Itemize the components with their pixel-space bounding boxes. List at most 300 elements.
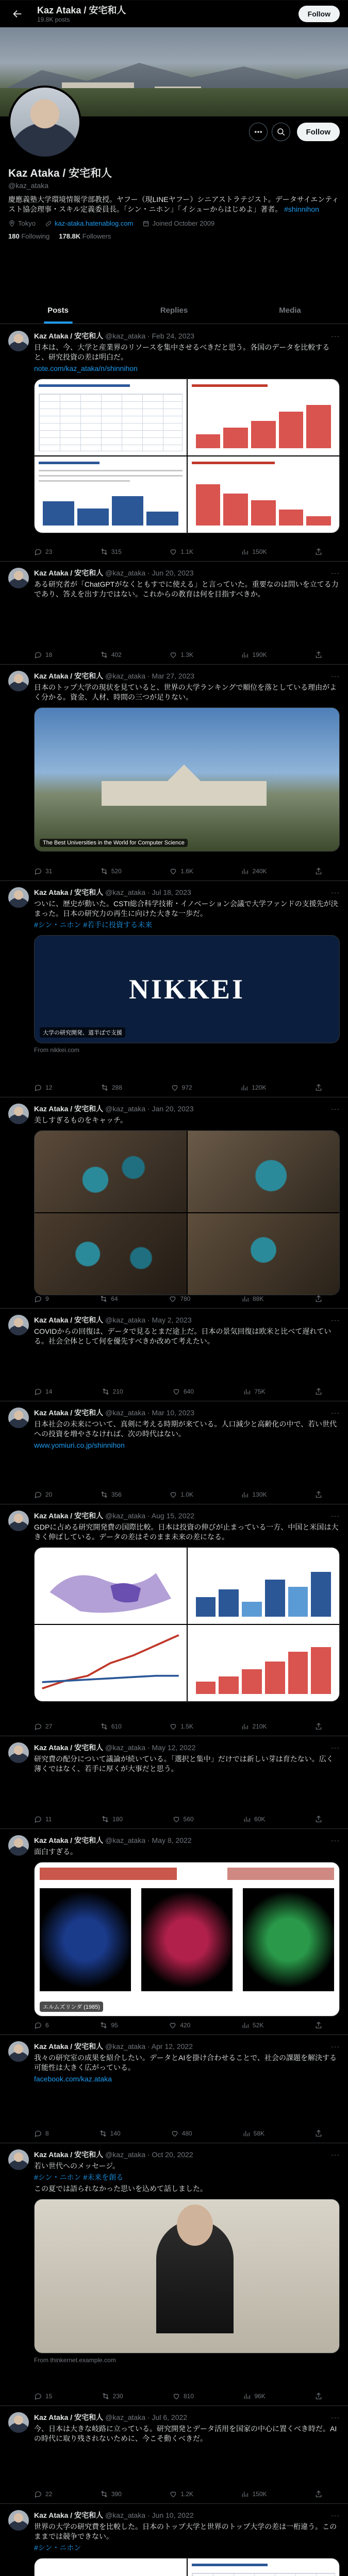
media-image[interactable] [35,1548,187,1624]
like-button[interactable] [169,2490,193,2498]
post-more-icon[interactable]: ··· [331,2413,340,2421]
reply-count: 8 [45,2130,49,2137]
reply-icon [34,1722,42,1731]
post-handle-date: @kaz_ataka · Jun 10, 2022 [105,2511,194,2519]
repost-button[interactable] [100,1295,118,1303]
share-button[interactable] [314,651,323,659]
share-button[interactable] [314,1815,323,1823]
followers-stat[interactable] [59,232,111,240]
tab-posts[interactable]: Posts [0,297,116,324]
post[interactable] [0,881,348,1097]
post[interactable] [0,2504,348,2576]
profile-location [8,219,36,227]
share-button[interactable] [314,1295,323,1303]
university-building [102,765,267,806]
share-button[interactable] [314,2490,323,2498]
views-button[interactable] [243,1815,265,1823]
post[interactable] [0,665,348,881]
post-author-name[interactable]: Kaz Ataka / 安宅和人 [34,1743,104,1752]
like-button[interactable] [171,1083,192,1092]
reply-button[interactable] [34,2392,52,2400]
media-image[interactable] [188,1625,340,1701]
post-author-name[interactable]: Kaz Ataka / 安宅和人 [34,1836,104,1844]
repost-button[interactable] [100,2021,118,2029]
reply-icon [34,2392,42,2400]
views-button[interactable] [241,548,267,556]
like-button[interactable] [169,651,193,659]
share-icon [314,2021,323,2029]
profile-bio [8,195,340,214]
reply-button[interactable] [34,1490,52,1499]
follow-button[interactable]: Follow [297,123,340,141]
post-author-name[interactable]: Kaz Ataka / 安宅和人 [34,2413,104,2421]
image-heading [227,1868,334,1880]
post-text: 今、日本は大きな岐路に立っている。研究開発とデータ活用を国家の中心に置くべき時だ。AIの時代に取り残されないために、今こそ動くべきだ。 [34,2425,337,2443]
repost-button[interactable] [100,1490,122,1499]
post-author-name[interactable]: Kaz Ataka / 安宅和人 [34,2150,104,2159]
media-image[interactable] [188,456,340,533]
repost-button[interactable] [100,548,122,556]
post[interactable] [0,325,348,562]
post-more-icon[interactable]: ··· [331,2150,340,2159]
post[interactable] [0,1401,348,1504]
view-count: 120K [252,1084,267,1091]
like-button[interactable] [172,1387,194,1396]
like-count: 420 [180,2022,191,2029]
post-header [34,1511,340,1521]
media-image[interactable] [35,1213,187,1295]
post-media[interactable] [34,1547,340,1702]
post-author-name[interactable]: Kaz Ataka / 安宅和人 [34,2511,104,2519]
image-panel [40,1888,131,1991]
post-actions [34,2021,323,2029]
post-media[interactable] [34,2558,340,2576]
reply-count: 14 [45,1388,53,1395]
like-count: 780 [180,1295,191,1302]
post[interactable] [0,2406,348,2504]
media-image[interactable] [188,1213,340,1295]
post-avatar[interactable] [8,2412,29,2433]
share-icon [314,1815,323,1823]
post-header [34,2041,340,2052]
heart-icon [169,548,177,556]
heart-icon [172,1387,180,1396]
post-author-name[interactable]: Kaz Ataka / 安宅和人 [34,332,104,340]
post-actions [34,548,323,556]
share-button[interactable] [314,1722,323,1731]
views-icon [242,2129,251,2138]
post-hashtags[interactable]: #シン・ニホン [34,2544,81,2552]
post-author-name[interactable]: Kaz Ataka / 安宅和人 [34,2042,104,2050]
views-icon [243,1387,251,1396]
post-text: 我々の研究室の成果を紹介したい。データとAIを掛け合わせることで、社会の課題を解決する可能性は大きく広がっている。 [34,2054,337,2072]
post-header [34,2510,340,2520]
post-more-icon[interactable]: ··· [331,1409,340,1417]
link-source[interactable]: From thinkernet.example.com [34,2357,116,2364]
search-profile-button[interactable] [272,123,290,141]
repost-button[interactable] [102,1387,123,1396]
media-image[interactable] [35,456,187,533]
heart-icon [169,651,177,659]
post-avatar[interactable] [8,1408,29,1428]
post-header [34,568,340,578]
doc-bar-chart [196,402,332,448]
reply-button[interactable] [34,2129,49,2138]
repost-icon [100,867,108,875]
reply-count: 15 [45,2393,53,2400]
share-button[interactable] [314,2129,323,2138]
post-more-icon[interactable]: ··· [331,1316,340,1324]
repost-count: 210 [112,1388,123,1395]
reply-button[interactable] [34,1815,52,1823]
post-link[interactable]: facebook.com/kaz.ataka [34,2075,112,2083]
media-image[interactable] [35,1131,187,1212]
heart-icon [169,867,177,875]
like-count: 810 [183,2393,194,2400]
heart-icon [169,2490,177,2498]
post-hashtags[interactable]: #シン・ニホン #未来を創る [34,2173,124,2181]
post-author-name[interactable]: Kaz Ataka / 安宅和人 [34,888,104,896]
doc-table [192,2573,336,2576]
doc-line [39,470,183,471]
post-handle-date: @kaz_ataka · Aug 15, 2022 [105,1512,195,1520]
repost-button[interactable] [99,2129,121,2138]
like-count: 1.0K [180,1491,194,1498]
post-author-name[interactable]: Kaz Ataka / 安宅和人 [34,1512,104,1520]
post-media[interactable] [34,707,340,852]
post-handle-date: @kaz_ataka · Mar 10, 2023 [105,1409,195,1417]
profile-info [8,165,340,240]
like-count: 1.3K [180,651,194,658]
like-button[interactable] [171,2129,192,2138]
reply-button[interactable] [34,651,52,659]
like-button[interactable] [169,548,193,556]
media-image[interactable] [35,1625,187,1701]
reply-button[interactable] [34,1083,52,1092]
post-avatar[interactable] [8,1104,29,1124]
repost-button[interactable] [101,1083,122,1092]
post-text: 日本社会の未来について、真剣に考える時期が来ている。人口減少と高齢化の中で、若い世代への投資を増やさなければ、次の時代はない。 [34,1420,337,1438]
repost-icon [100,548,108,556]
post-avatar[interactable] [8,2149,29,2170]
views-button[interactable] [241,867,267,875]
share-button[interactable] [314,2021,323,2029]
back-button[interactable] [8,5,26,23]
like-count: 972 [181,1084,192,1091]
post-author-name[interactable]: Kaz Ataka / 安宅和人 [34,1105,104,1113]
view-count: 130K [252,1491,267,1498]
post-handle-date: @kaz_ataka · Apr 12, 2022 [105,2042,193,2050]
post[interactable] [0,1829,348,2035]
media-image[interactable] [188,1548,340,1624]
like-button[interactable] [169,1295,190,1303]
reply-icon [34,2021,42,2029]
post-header [34,1104,340,1114]
view-count: 96K [254,2393,266,2400]
views-button[interactable] [241,2490,267,2498]
reply-icon [34,651,42,659]
post-more-icon[interactable]: ··· [331,1836,340,1844]
media-image[interactable] [188,1131,340,1212]
media-image[interactable] [35,2558,187,2576]
doc-bar-chart [43,2574,178,2576]
post-more-icon[interactable]: ··· [331,569,340,577]
tab-media[interactable]: Media [279,306,301,315]
post-more-icon[interactable]: ··· [331,1512,340,1520]
post-author-name[interactable]: Kaz Ataka / 安宅和人 [34,672,104,680]
post-text: GDPに占める研究開発費の国際比較。日本は投資の伸びが止まっている一方、中国と米国は大きく伸ばしている。データの差はそのまま未来の差になる。 [34,1523,339,1541]
reply-count: 9 [45,1295,49,1302]
post-more-icon[interactable]: ··· [331,888,340,896]
repost-icon [102,1387,110,1396]
share-icon [314,2392,323,2400]
post-link[interactable]: www.yomiuri.co.jp/shinnihon [34,1441,125,1449]
repost-count: 95 [111,2022,118,2029]
profile-bio-hashtag[interactable]: #shinnihon [284,205,319,213]
link-card[interactable] [34,2199,340,2353]
post[interactable] [0,562,348,665]
header-follow-button[interactable]: Follow [299,6,340,22]
post-text: 日本のトップ大学の現状を見ていると、世界の大学ランキングで順位を落としている理由がよく分かる。資金、人材、時間の三つが足りない。 [34,683,337,701]
post-more-icon[interactable]: ··· [331,332,340,340]
share-button[interactable] [314,548,323,556]
tab-replies[interactable]: Replies [160,306,188,315]
post-more-icon[interactable]: ··· [331,1743,340,1752]
post[interactable] [0,1504,348,1736]
heart-icon [169,2021,177,2029]
link-card[interactable] [34,935,340,1043]
repost-icon [101,1815,109,1823]
post-more-icon[interactable]: ··· [331,2511,340,2519]
doc-table [39,394,183,451]
post-avatar[interactable] [8,1511,29,1531]
post-media[interactable] [34,1862,340,2016]
post-handle-date: @kaz_ataka · Jul 6, 2022 [105,2413,188,2421]
post-media[interactable] [34,379,340,533]
profile-website[interactable] [45,219,133,227]
post-media[interactable] [34,1130,340,1295]
profile-avatar[interactable] [8,86,81,159]
post-text: 研究費の配分について議論が続いている。「選択と集中」だけでは新しい芽は育たない。広く薄くではなく、若手に厚くが大事だと思う。 [34,1755,334,1773]
post-handle-date: @kaz_ataka · Feb 24, 2023 [105,332,195,340]
post-avatar[interactable] [8,1315,29,1335]
post[interactable] [0,1309,348,1401]
reply-button[interactable] [34,2490,52,2498]
doc-bar-chart [196,1567,332,1617]
views-button[interactable] [243,1387,265,1396]
reply-button[interactable] [34,1722,52,1731]
post-link[interactable]: note.com/kaz_ataka/n/shinnihon [34,364,138,372]
more-options-button[interactable] [249,123,268,141]
post-avatar[interactable] [8,887,29,908]
post-hashtags[interactable]: #シン・ニホン #若手に投資する未来 [34,921,153,929]
views-icon [241,651,249,659]
media-image[interactable] [188,379,340,455]
share-button[interactable] [314,867,323,875]
post[interactable] [0,1736,348,1829]
repost-icon [102,2392,110,2400]
reply-count: 12 [45,1084,53,1091]
repost-count: 180 [112,1816,123,1823]
doc-bar-chart [196,480,332,526]
post-author-name[interactable]: Kaz Ataka / 安宅和人 [34,1316,104,1324]
post-actions [34,1295,323,1303]
repost-button[interactable] [100,651,122,659]
reply-button[interactable] [34,867,52,875]
post-avatar[interactable] [8,1835,29,1856]
like-button[interactable] [172,2392,194,2400]
post-avatar[interactable] [8,2510,29,2531]
post-header [34,2412,340,2422]
reply-count: 22 [45,2490,53,2498]
repost-count: 520 [111,868,122,875]
reply-icon [34,1815,42,1823]
repost-icon [100,1295,108,1303]
views-button[interactable] [240,1083,266,1092]
profile-website-text[interactable]: kaz-ataka.hatenablog.com [54,219,134,227]
post-actions [34,2392,323,2400]
doc-heading [192,384,268,387]
repost-icon [100,2490,108,2498]
post-text: 若い世代へのメッセージ。 [34,2162,120,2170]
view-count: 190K [252,651,267,658]
like-button[interactable] [169,867,193,875]
reply-count: 6 [45,2022,49,2029]
post-actions [34,1722,323,1731]
repost-icon [100,2021,108,2029]
profile-bio-text: 慶應義塾大学環境情報学部教授。ヤフー（現LINEヤフー）シニアストラテジスト。データサイエンティスト協会理事・スキル定義委員長。「シン・ニホン」「イシューからはじめよ」著者。 [8,195,339,213]
post-header [34,2149,340,2160]
views-button[interactable] [241,651,267,659]
reply-button[interactable] [34,548,52,556]
like-button[interactable] [169,1490,193,1499]
profile-joined-text: Joined October 2009 [152,219,215,227]
post-handle-date: @kaz_ataka · May 12, 2022 [105,1743,196,1752]
profile-location-text: Tokyo [18,219,36,227]
top-bar [0,0,348,27]
post-actions [34,867,323,875]
like-count: 1.5K [180,1723,194,1730]
post-header [34,1742,340,1753]
post[interactable] [0,1097,348,1309]
share-icon [314,651,323,659]
link-source[interactable]: From nikkei.com [34,1046,80,1054]
post[interactable] [0,2035,348,2143]
reply-count: 23 [45,548,53,555]
like-button[interactable] [172,1815,194,1823]
repost-button[interactable] [102,2392,123,2400]
reply-button[interactable] [34,2021,49,2029]
views-icon [243,1815,251,1823]
repost-count: 610 [111,1723,122,1730]
view-count: 88K [253,1295,264,1302]
views-button[interactable] [241,2021,263,2029]
views-button[interactable] [241,1295,263,1303]
post-actions [34,651,323,659]
header-title-block [37,5,126,23]
views-button[interactable] [242,2129,264,2138]
post-more-icon[interactable]: ··· [331,672,340,680]
share-button[interactable] [314,1490,323,1499]
post-avatar[interactable] [8,568,29,588]
post-avatar[interactable] [8,1742,29,1763]
share-button[interactable] [314,1387,323,1396]
doc-bar-chart [43,491,178,526]
post-header [34,1408,340,1418]
repost-icon [100,1490,108,1499]
views-button[interactable] [243,2392,265,2400]
repost-button[interactable] [100,1722,122,1731]
views-button[interactable] [241,1490,267,1499]
post-author-name[interactable]: Kaz Ataka / 安宅和人 [34,569,104,577]
reply-icon [34,2490,42,2498]
view-count: 210K [252,1723,267,1730]
post-more-icon[interactable]: ··· [331,1105,340,1113]
post-text: COVIDからの回復は、データで見るとまだ途上だ。日本の景気回復は欧米と比べて遅れている。社会全体として何を優先すべきか改めて考えたい。 [34,1327,332,1345]
repost-button[interactable] [100,2490,122,2498]
repost-button[interactable] [101,1815,123,1823]
view-count: 60K [254,1816,266,1823]
views-icon [241,1490,249,1499]
share-icon [314,2490,323,2498]
followers-count: 178.8K [59,232,81,240]
profile-meta [8,219,340,227]
doc-line [39,475,183,477]
reply-icon [34,1295,42,1303]
heart-icon [172,2392,180,2400]
like-count: 1.2K [180,2490,194,2498]
heart-icon [169,1490,177,1499]
view-count: 150K [252,548,267,555]
speaker-face [177,2205,213,2246]
post-handle-date: @kaz_ataka · May 2, 2023 [105,1316,192,1324]
share-icon [314,1387,323,1396]
post-avatar[interactable] [8,671,29,691]
following-label: Following [21,232,50,240]
reply-button[interactable] [34,1295,49,1303]
reply-button[interactable] [34,1387,52,1396]
repost-button[interactable] [100,867,122,875]
view-count: 52K [253,2022,264,2029]
followers-label: Followers [82,232,111,240]
share-button[interactable] [314,1083,323,1092]
share-icon [314,2129,323,2138]
media-image[interactable] [35,379,187,455]
following-stat[interactable] [8,232,49,240]
repost-icon [100,1722,108,1731]
doc-bar-chart [196,1645,332,1694]
post-avatar[interactable] [8,331,29,351]
share-button[interactable] [314,2392,323,2400]
media-image[interactable] [188,2558,340,2576]
share-icon [314,548,323,556]
like-button[interactable] [169,2021,190,2029]
post-more-icon[interactable]: ··· [331,2042,340,2050]
post-actions [34,2490,323,2498]
views-button[interactable] [241,1722,267,1731]
repost-icon [101,1083,109,1092]
views-icon [243,2392,251,2400]
reply-count: 20 [45,1491,53,1498]
post-header [34,1315,340,1325]
post-handle-date: @kaz_ataka · Jun 20, 2023 [105,569,194,577]
post-author-name[interactable]: Kaz Ataka / 安宅和人 [34,1409,104,1417]
post-avatar[interactable] [8,2041,29,2062]
reply-count: 11 [45,1816,52,1823]
reply-icon [34,1083,42,1092]
post[interactable] [0,2143,348,2406]
like-button[interactable] [169,1722,193,1731]
